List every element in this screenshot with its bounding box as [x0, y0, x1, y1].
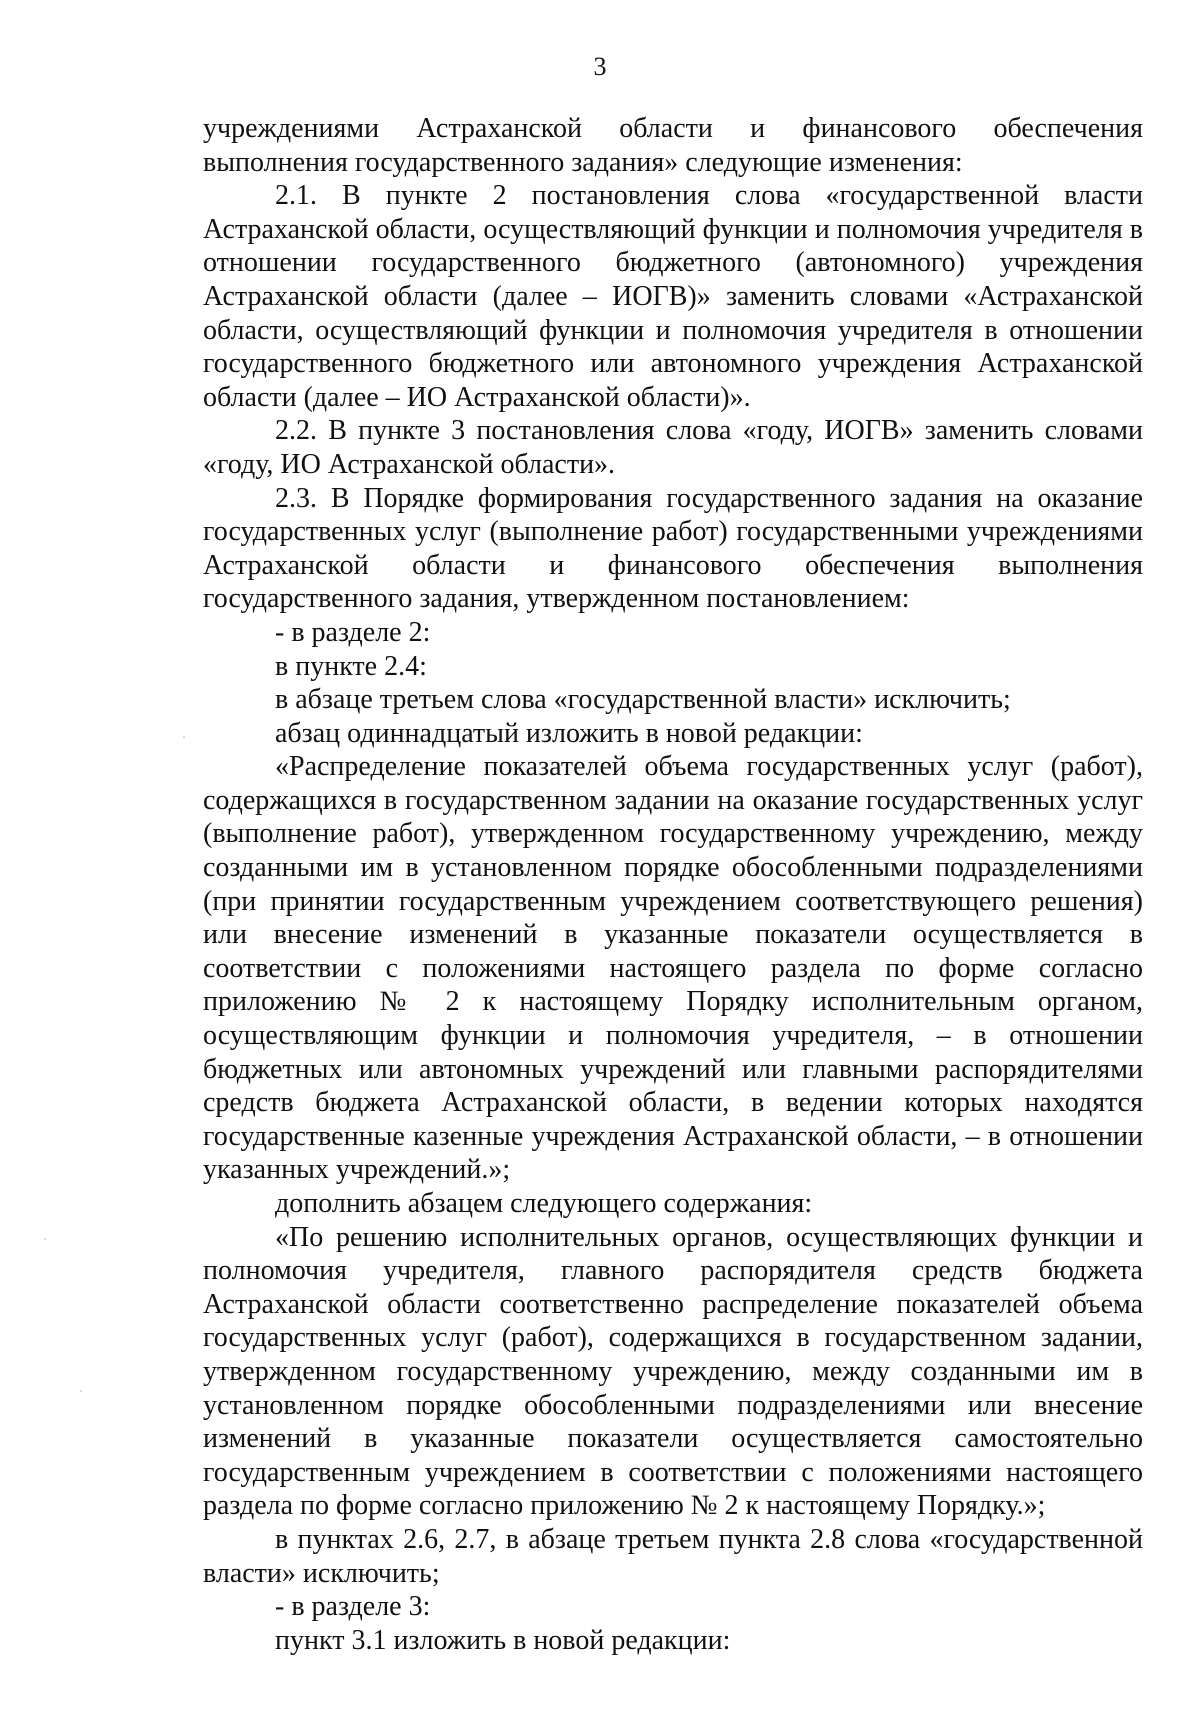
paragraph-point-3-1: пункт 3.1 изложить в новой редакции:: [275, 1624, 731, 1656]
paragraph-section-3: - в разделе 3:: [275, 1591, 431, 1623]
scan-speck: [183, 736, 185, 738]
paragraph-third-abzac: в абзаце третьем слова «государственной власти» исключить;: [275, 684, 1011, 716]
paragraph-item-2-3: 2.3. В Порядке формирования государственного задания на оказание государственных услуг (выполнение работ) государственными учреждениями Астраханской области и финансового обеспечения выполнения государственного задания, утвержденном постановлением:: [203, 482, 1143, 615]
paragraph-add-abzac: дополнить абзацем следующего содержания:: [275, 1188, 813, 1219]
paragraph-section-2: - в разделе 2:: [275, 616, 431, 648]
scan-speck: [44, 1238, 46, 1240]
paragraph-item-2-2: 2.2. В пункте 3 постановления слова «году, ИОГВ» заменить словами «году, ИО Астраханской области».: [203, 415, 1143, 480]
page-number: 3: [593, 52, 607, 81]
paragraph-eleventh-abzac: абзац одиннадцатый изложить в новой редакции:: [275, 717, 863, 749]
paragraph-continuation: учреждениями Астраханской области и финансового обеспечения выполнения государственного задания» следующие изменения:: [203, 113, 1143, 178]
paragraph-item-2-1: 2.1. В пункте 2 постановления слова «государственной власти Астраханской области, осуществляющий функции и полномочия учредителя в отношении государственного бюджетного (автономного) учреждения Астраханской области (далее – ИОГВ)» заменить словами «Астраханской области, осуществляющий функции и полномочия учредителя в отношении государственного бюджетного или автономного учреждения Астраханской области (далее – ИО Астраханской области)».: [203, 180, 1143, 413]
paragraph-quote-decision: «По решению исполнительных органов, осуществляющих функции и полномочия учредителя, главного распорядителя средств бюджета Астраханской области соответственно распределение показателей объема государственных услуг (работ), содержащихся в государственном задании, утвержденном государственному учреждению, между созданными им в установленном порядке обособленными подразделениями или внесение изменений в указанные показатели осуществляется самостоятельно государственным учреждением в соответствии с положениями настоящего раздела по форме согласно приложению № 2 к настоящему Порядку.»;: [203, 1221, 1143, 1522]
paragraph-quote-distribution: «Распределение показателей объема государственных услуг (работ), содержащихся в государственном задании на оказание государственных услуг (выполнение работ), утвержденном государственному учреждению, между созданными им в установленном порядке обособленными подразделениями (при принятии государственным учреждением соответствующего решения) или внесение изменений в указанные показатели осуществляется в соответствии с положениями настоящего раздела по форме согласно приложению № 2 к настоящему Порядку исполнительным органом, осуществляющим функции и полномочия учредителя, – в отношении бюджетных или автономных учреждений или главными распорядителями средств бюджета Астраханской области, в ведении которых находятся государственные казенные учреждения Астраханской области, – в отношении указанных учреждений.»;: [203, 751, 1143, 1186]
paragraph-points-2-6-2-8: в пунктах 2.6, 2.7, в абзаце третьем пункта 2.8 слова «государственной власти» исключить;: [203, 1523, 1143, 1589]
scan-speck: [80, 1390, 82, 1392]
document-body: [203, 112, 1143, 1657]
paragraph-point-2-4: в пункте 2.4:: [275, 650, 427, 682]
